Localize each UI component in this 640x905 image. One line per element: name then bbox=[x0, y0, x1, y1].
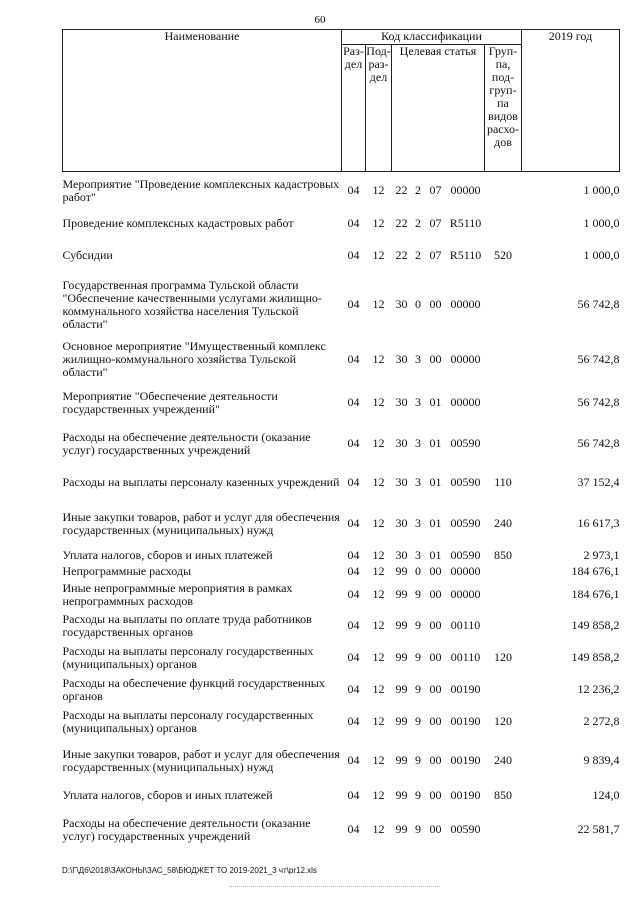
row-target-event: 00 bbox=[429, 788, 442, 802]
row-target-event: 00 bbox=[429, 618, 442, 632]
table-row bbox=[63, 610, 620, 642]
row-section: 04 bbox=[347, 352, 360, 366]
row-target-subprogram: 3 bbox=[415, 548, 421, 562]
row-name: Расходы на выплаты персоналу государственных (муниципальных) органов bbox=[62, 643, 314, 671]
row-target-program: 30 bbox=[395, 548, 408, 562]
table-row bbox=[63, 548, 620, 564]
table-row bbox=[63, 172, 620, 210]
row-amount: 2 272,8 bbox=[583, 714, 620, 728]
row-name: Иные непрограммные мероприятия в рамках непрограммных расходов bbox=[62, 580, 293, 608]
table-row bbox=[63, 674, 620, 706]
row-expense-group bbox=[485, 674, 522, 706]
file-path-footer: D:\Г\Д6\2018\ЗАКОНЫ\ЗАС_58\БЮДЖЕТ ТО 2019-2021_3 чт\pr12.xls bbox=[62, 866, 317, 875]
row-subsection: 12 bbox=[372, 352, 385, 366]
row-subsection: 12 bbox=[372, 516, 385, 530]
row-subsection: 12 bbox=[372, 183, 385, 198]
row-target-program: 99 bbox=[395, 788, 408, 802]
page-number: 60 bbox=[314, 14, 326, 26]
row-target-event: 00 bbox=[429, 650, 442, 664]
row-target-program: 99 bbox=[395, 682, 408, 696]
row-expense-group: 110 bbox=[494, 475, 512, 489]
row-target-event: 00 bbox=[429, 352, 442, 366]
header-section: Раз- дел bbox=[342, 45, 366, 172]
row-section: 04 bbox=[347, 564, 360, 578]
row-name: Уплата налогов, сборов и иных платежей bbox=[62, 548, 273, 562]
footer-dotted-line bbox=[230, 886, 440, 887]
table-row bbox=[63, 210, 620, 238]
row-target-subprogram: 3 bbox=[415, 516, 421, 530]
row-target-direction: 00000 bbox=[450, 564, 481, 578]
row-name: Иные закупки товаров, работ и услуг для обеспечения государственных (муниципальных) нужд bbox=[62, 746, 340, 774]
row-amount: 9 839,4 bbox=[583, 753, 620, 767]
row-target-subprogram: 9 bbox=[415, 714, 421, 728]
row-target-direction: 00110 bbox=[450, 618, 481, 632]
row-target-program: 22 bbox=[395, 183, 408, 198]
row-target-direction: 00190 bbox=[450, 788, 481, 802]
row-amount: 56 742,8 bbox=[577, 395, 620, 409]
row-amount: 2 973,1 bbox=[583, 548, 620, 562]
row-subsection: 12 bbox=[372, 436, 385, 450]
row-amount: 149 858,2 bbox=[571, 650, 620, 664]
table-row bbox=[63, 564, 620, 580]
row-target-subprogram: 9 bbox=[415, 618, 421, 632]
row-target-subprogram: 9 bbox=[415, 587, 421, 601]
header-subsection: Под- раз- дел bbox=[366, 45, 392, 172]
row-name: Проведение комплексных кадастровых работ bbox=[62, 216, 294, 230]
row-subsection: 12 bbox=[372, 714, 385, 728]
row-target-event: 00 bbox=[429, 682, 442, 696]
row-amount: 1 000,0 bbox=[583, 216, 620, 230]
row-target-program: 22 bbox=[395, 216, 408, 230]
row-name: Расходы на обеспечение деятельности (оказание услуг) государственных учреждений bbox=[62, 429, 311, 457]
row-subsection: 12 bbox=[372, 682, 385, 696]
row-subsection: 12 bbox=[372, 587, 385, 601]
row-target-event: 00 bbox=[429, 753, 442, 767]
row-target-event: 00 bbox=[429, 564, 442, 578]
row-name: Основное мероприятие "Имущественный комплекс жилищно-коммунального хозяйства Тульской области" bbox=[62, 339, 326, 379]
row-target-direction: 00000 bbox=[450, 587, 481, 601]
row-target-direction: 00110 bbox=[450, 650, 481, 664]
row-target-event: 00 bbox=[429, 822, 442, 836]
row-target-event: 00 bbox=[429, 587, 442, 601]
row-section: 04 bbox=[347, 788, 360, 802]
row-section: 04 bbox=[347, 297, 360, 311]
row-target-program: 99 bbox=[395, 753, 408, 767]
row-target-direction: R5110 bbox=[449, 216, 482, 230]
table-row bbox=[63, 466, 620, 500]
row-subsection: 12 bbox=[372, 216, 385, 230]
row-name: Субсидии bbox=[62, 248, 113, 262]
row-amount: 56 742,8 bbox=[577, 297, 620, 311]
row-target-subprogram: 2 bbox=[415, 216, 421, 230]
row-section: 04 bbox=[347, 475, 360, 489]
row-target-subprogram: 3 bbox=[415, 395, 421, 409]
row-expense-group bbox=[485, 422, 522, 466]
header-target-article: Целевая статья bbox=[392, 45, 485, 172]
row-target-subprogram: 9 bbox=[415, 788, 421, 802]
row-amount: 16 617,3 bbox=[577, 516, 620, 530]
table-row bbox=[63, 808, 620, 852]
row-amount: 184 676,1 bbox=[571, 587, 620, 601]
table-row bbox=[63, 274, 620, 336]
row-target-event: 00 bbox=[429, 297, 442, 311]
row-target-event: 07 bbox=[429, 216, 442, 230]
row-section: 04 bbox=[347, 436, 360, 450]
row-target-direction: 00000 bbox=[450, 297, 481, 311]
row-target-subprogram: 9 bbox=[415, 650, 421, 664]
row-amount: 1 000,0 bbox=[583, 248, 620, 262]
row-subsection: 12 bbox=[372, 248, 385, 262]
table-row bbox=[63, 706, 620, 738]
row-amount: 12 236,2 bbox=[577, 682, 620, 696]
row-target-direction: 00190 bbox=[450, 753, 481, 767]
row-target-subprogram: 3 bbox=[415, 475, 421, 489]
row-section: 04 bbox=[347, 618, 360, 632]
row-section: 04 bbox=[347, 822, 360, 836]
row-target-program: 30 bbox=[395, 297, 408, 311]
row-name: Мероприятие "Проведение комплексных кадастровых работ" bbox=[62, 176, 340, 204]
row-target-program: 99 bbox=[395, 564, 408, 578]
row-subsection: 12 bbox=[372, 822, 385, 836]
row-name: Непрограммные расходы bbox=[62, 564, 192, 578]
row-expense-group: 850 bbox=[494, 788, 512, 802]
row-target-event: 01 bbox=[429, 475, 442, 489]
row-name: Иные закупки товаров, работ и услуг для обеспечения государственных (муниципальных) нужд bbox=[62, 509, 340, 537]
row-target-program: 30 bbox=[395, 352, 408, 366]
row-section: 04 bbox=[347, 216, 360, 230]
row-name: Расходы на выплаты персоналу государственных (муниципальных) органов bbox=[62, 707, 314, 735]
table-row bbox=[63, 500, 620, 548]
row-subsection: 12 bbox=[372, 618, 385, 632]
row-target-direction: 00000 bbox=[450, 183, 481, 198]
row-expense-group: 120 bbox=[494, 714, 512, 728]
row-amount: 22 581,7 bbox=[577, 822, 620, 836]
row-section: 04 bbox=[347, 183, 360, 198]
row-section: 04 bbox=[347, 587, 360, 601]
row-target-direction: 00590 bbox=[450, 475, 481, 489]
row-target-program: 99 bbox=[395, 650, 408, 664]
row-expense-group bbox=[485, 274, 522, 336]
row-target-direction: 00000 bbox=[450, 352, 481, 366]
header-year: 2019 год bbox=[522, 30, 620, 172]
table-row bbox=[63, 642, 620, 674]
row-target-event: 00 bbox=[429, 714, 442, 728]
row-subsection: 12 bbox=[372, 753, 385, 767]
row-subsection: 12 bbox=[372, 564, 385, 578]
row-expense-group: 850 bbox=[494, 548, 512, 562]
row-target-direction: 00590 bbox=[450, 516, 481, 530]
row-target-program: 30 bbox=[395, 395, 408, 409]
row-amount: 149 858,2 bbox=[571, 618, 620, 632]
header-name: Наименование bbox=[63, 30, 342, 172]
row-amount: 56 742,8 bbox=[577, 352, 620, 366]
row-section: 04 bbox=[347, 753, 360, 767]
row-section: 04 bbox=[347, 395, 360, 409]
row-name: Расходы на выплаты персоналу казенных учреждений bbox=[62, 475, 340, 489]
row-target-direction: 00590 bbox=[450, 548, 481, 562]
table-row bbox=[63, 422, 620, 466]
row-subsection: 12 bbox=[372, 475, 385, 489]
row-target-event: 07 bbox=[429, 248, 442, 262]
row-name: Расходы на обеспечение функций государственных органов bbox=[62, 675, 325, 703]
row-expense-group bbox=[485, 610, 522, 642]
row-target-direction: 00190 bbox=[450, 714, 481, 728]
budget-table bbox=[62, 29, 620, 852]
row-name: Расходы на обеспечение деятельности (оказание услуг) государственных учреждений bbox=[62, 815, 311, 843]
row-expense-group bbox=[485, 580, 522, 610]
row-expense-group bbox=[485, 384, 522, 422]
row-target-program: 99 bbox=[395, 618, 408, 632]
row-target-subprogram: 2 bbox=[415, 248, 421, 262]
row-section: 04 bbox=[347, 248, 360, 262]
row-target-direction: 00590 bbox=[450, 822, 481, 836]
row-expense-group bbox=[485, 808, 522, 852]
row-expense-group bbox=[485, 336, 522, 384]
row-amount: 184 676,1 bbox=[571, 564, 620, 578]
row-name: Мероприятие "Обеспечение деятельности государственных учреждений" bbox=[62, 388, 278, 416]
row-target-program: 30 bbox=[395, 436, 408, 450]
table-row bbox=[63, 784, 620, 808]
row-target-subprogram: 0 bbox=[415, 564, 421, 578]
row-expense-group: 120 bbox=[494, 650, 512, 664]
row-subsection: 12 bbox=[372, 395, 385, 409]
row-section: 04 bbox=[347, 650, 360, 664]
row-target-program: 99 bbox=[395, 587, 408, 601]
row-target-subprogram: 9 bbox=[415, 822, 421, 836]
row-subsection: 12 bbox=[372, 650, 385, 664]
row-target-direction: 00590 bbox=[450, 436, 481, 450]
table-row bbox=[63, 580, 620, 610]
row-target-subprogram: 9 bbox=[415, 682, 421, 696]
row-section: 04 bbox=[347, 682, 360, 696]
row-expense-group: 520 bbox=[494, 248, 512, 262]
row-expense-group bbox=[485, 564, 522, 580]
header-code: Код классификации bbox=[342, 30, 522, 45]
row-amount: 124,0 bbox=[592, 788, 620, 802]
row-target-subprogram: 2 bbox=[415, 183, 421, 198]
row-target-event: 01 bbox=[429, 548, 442, 562]
row-target-direction: 00190 bbox=[450, 682, 481, 696]
table-row bbox=[63, 336, 620, 384]
row-target-subprogram: 3 bbox=[415, 436, 421, 450]
row-name: Государственная программа Тульской области "Обеспечение качественными услугами жилищно-коммунального хозяйства населения Тульской области" bbox=[62, 277, 322, 331]
row-expense-group: 240 bbox=[494, 753, 512, 767]
row-expense-group: 240 bbox=[494, 516, 512, 530]
row-amount: 37 152,4 bbox=[577, 475, 620, 489]
row-expense-group bbox=[485, 172, 522, 210]
row-subsection: 12 bbox=[372, 788, 385, 802]
row-target-program: 22 bbox=[395, 248, 408, 262]
row-target-event: 07 bbox=[429, 183, 442, 198]
row-section: 04 bbox=[347, 548, 360, 562]
row-target-subprogram: 9 bbox=[415, 753, 421, 767]
row-section: 04 bbox=[347, 714, 360, 728]
row-subsection: 12 bbox=[372, 548, 385, 562]
row-target-program: 99 bbox=[395, 714, 408, 728]
row-target-event: 01 bbox=[429, 436, 442, 450]
row-name: Расходы на выплаты по оплате труда работников государственных органов bbox=[62, 611, 312, 639]
row-expense-group bbox=[485, 210, 522, 238]
row-section: 04 bbox=[347, 516, 360, 530]
table-row bbox=[63, 238, 620, 274]
row-target-direction: R5110 bbox=[449, 248, 482, 262]
row-target-direction: 00000 bbox=[450, 395, 481, 409]
row-name: Уплата налогов, сборов и иных платежей bbox=[62, 788, 273, 802]
row-target-subprogram: 3 bbox=[415, 352, 421, 366]
header-expense-group: Груп- па, под- груп- па видов расхо- дов bbox=[485, 45, 522, 172]
row-target-subprogram: 0 bbox=[415, 297, 421, 311]
row-target-program: 30 bbox=[395, 516, 408, 530]
row-subsection: 12 bbox=[372, 297, 385, 311]
row-target-program: 99 bbox=[395, 822, 408, 836]
row-target-event: 01 bbox=[429, 516, 442, 530]
table-row bbox=[63, 738, 620, 784]
row-target-program: 30 bbox=[395, 475, 408, 489]
row-target-event: 01 bbox=[429, 395, 442, 409]
row-amount: 56 742,8 bbox=[577, 436, 620, 450]
row-amount: 1 000,0 bbox=[583, 183, 620, 198]
table-row bbox=[63, 384, 620, 422]
